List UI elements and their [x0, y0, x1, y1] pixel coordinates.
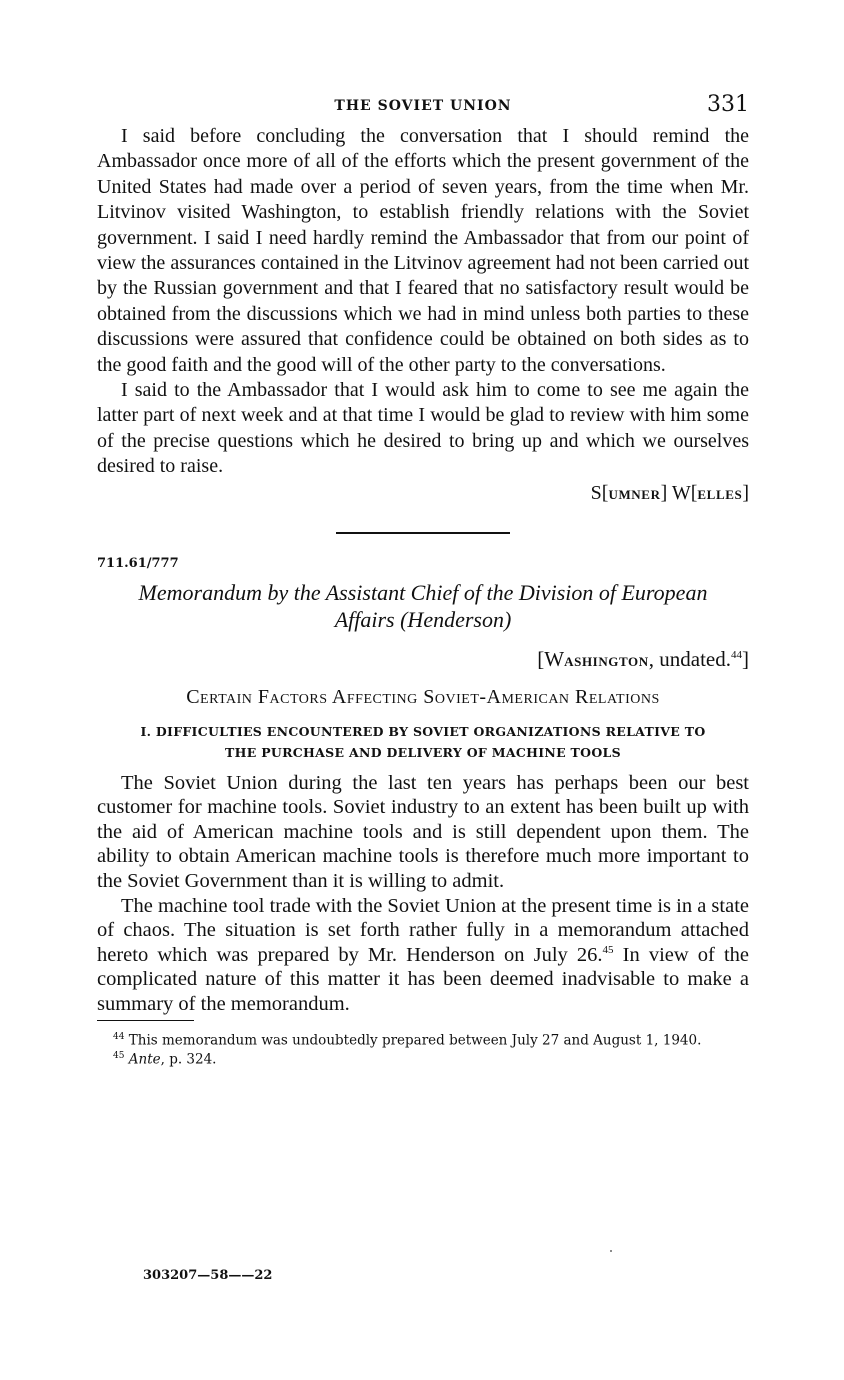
running-head	[97, 88, 749, 124]
footnote-ref-44: 44	[731, 648, 742, 661]
signature	[97, 480, 749, 508]
footnote-ref-45: 45	[602, 943, 614, 956]
dateline-close: ]	[742, 646, 749, 671]
signature-w-rest: ELLES	[697, 486, 743, 502]
footnotes	[97, 1029, 749, 1068]
footnote-45-text: , p. 324.	[160, 1051, 217, 1068]
section-heading	[97, 721, 749, 763]
signature-s-rest: UMNER	[608, 486, 661, 502]
footnote-45	[97, 1048, 749, 1068]
paragraph-conversation-2: I said to the Ambassador that I would ask him to come to see me again the latter part of next week and at that time I would be glad to review with him some of the precise questions which he desired to bring up and which we ourselves desired to raise.	[97, 379, 749, 478]
footnote-rule	[97, 1020, 194, 1021]
footnote-45-mark: 45	[113, 1051, 125, 1062]
signature-s-initial: S[	[590, 481, 609, 504]
dateline-rest: , undated.	[648, 646, 731, 671]
signature-mid: ] W[	[660, 481, 698, 504]
printer-code: 303207—58——22	[143, 1268, 273, 1283]
dateline	[97, 647, 749, 672]
scan-speck	[610, 1250, 612, 1252]
paragraph-conversation-1: I said before concluding the conversation that I should remind the Ambassador once more of all of the efforts which the present government of the United States had made over a period of seven years, from the time when Mr. Litvinov visited Washington, to establish friendly relations with the Soviet government. I said I need hardly remind the Ambassador that from our point of view the assurances contained in the Litvinov agreement had not been carried out by the Russian government and that I feared that no satisfactory result would be obtained from the discussions which we had in mind unless both parties to these discussions were assured that confidence could be obtained on both sides as to the good faith and the good will of the other party to the conversations.	[97, 125, 749, 376]
main-heading-text: Certain Factors Affecting Soviet-American Relations	[186, 685, 660, 708]
document-page	[97, 88, 749, 1068]
paragraph-machine-tools-1: The Soviet Union during the last ten years has perhaps been our best customer for machine tools. Soviet industry to an extent has been built up with the aid of American machine tools and is still dependent upon them. The ability to obtain American machine tools is therefore much more important to the Soviet Government than it is willing to admit.	[97, 771, 749, 893]
paragraph-2-before: The machine tool trade with the Soviet Union at the present time is in a state of chaos. The situation is set forth rather fully in a memorandum attached hereto which was prepared by Mr. Henderson on July 26.	[97, 894, 749, 966]
dateline-city: ASHINGTON	[564, 653, 649, 669]
memo-title-line-1: Memorandum by the Assistant Chief of the Division of European	[138, 579, 708, 605]
footnote-44-mark: 44	[113, 1031, 125, 1042]
paragraph-machine-tools-2	[97, 894, 749, 1017]
footnote-45-italic: Ante	[128, 1051, 161, 1068]
section-heading-line-1: I. DIFFICULTIES ENCOUNTERED BY SOVIET ORGANIZATIONS RELATIVE TO	[140, 723, 706, 739]
page-number: 331	[707, 92, 749, 117]
main-heading	[97, 686, 749, 709]
paragraph-2-after: In view of the complicated nature of this matter it has been deemed inadvisable to make a summary of the memorandum.	[97, 943, 750, 1016]
memo-title	[97, 579, 749, 633]
footnote-44-text: This memorandum was undoubtedly prepared between July 27 and August 1, 1940.	[128, 1032, 702, 1049]
running-title: THE SOVIET UNION	[334, 98, 512, 114]
section-heading-line-2: THE PURCHASE AND DELIVERY OF MACHINE TOOLS	[225, 744, 621, 760]
section-body	[97, 771, 749, 1017]
signature-end: ]	[742, 481, 749, 504]
file-number: 711.61/777	[97, 555, 179, 571]
footnote-44	[97, 1029, 749, 1049]
section-divider	[336, 532, 510, 534]
memo-title-line-2: Affairs (Henderson)	[334, 606, 512, 632]
dateline-open: [W	[537, 646, 565, 671]
